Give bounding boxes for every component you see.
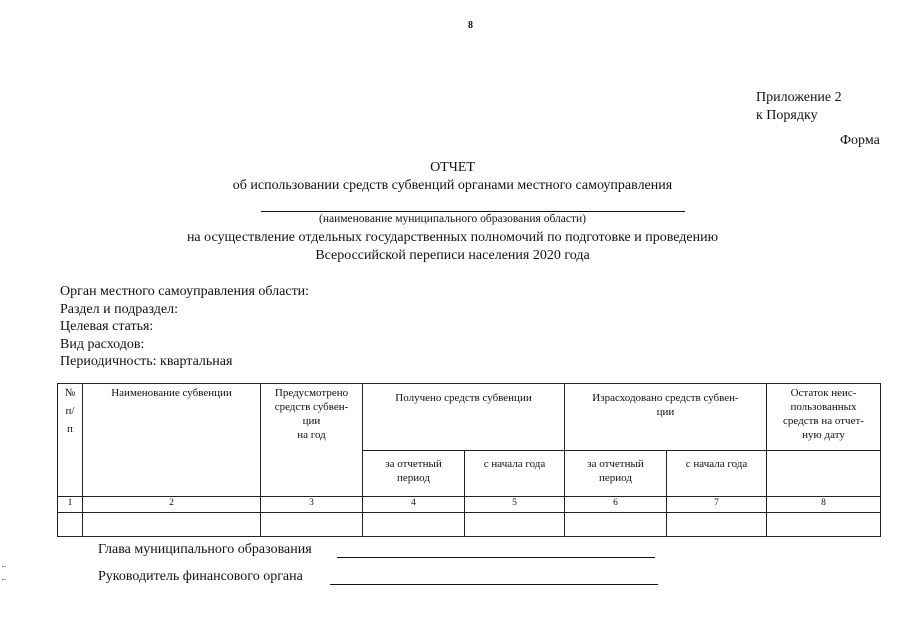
header-subvention-name: Наименование субвенции: [83, 384, 261, 497]
signature-finance-label: Руководитель финансового органа: [98, 569, 303, 584]
signature-head-label: Глава муниципального образования: [98, 542, 312, 557]
data-cell[interactable]: [363, 513, 465, 537]
header-balance: Остаток неис- пользованных средств на отчет- ную дату: [767, 384, 881, 451]
data-cell[interactable]: [58, 513, 83, 537]
header-received-ytd: с начала года: [465, 451, 565, 497]
header-spent-group: Израсходовано средств субвен- ции: [565, 384, 767, 451]
municipality-name-line: [261, 211, 685, 212]
document-title: ОТЧЕТ: [430, 160, 475, 175]
municipality-name-caption: (наименование муниципального образования области): [319, 213, 586, 225]
header-row-number: № п/ п: [58, 384, 83, 497]
appendix-reference: [756, 89, 842, 125]
column-number-4: 4: [363, 497, 465, 513]
column-number-5: 5: [465, 497, 565, 513]
header-received-period: за отчетный период: [363, 451, 465, 497]
column-number-7: 7: [667, 497, 767, 513]
field-section: Раздел и подраздел:: [60, 301, 179, 317]
purpose-line-1: на осуществление отдельных государственных полномочий по подготовке и проведению: [186, 230, 719, 245]
column-number-3: 3: [261, 497, 363, 513]
data-cell[interactable]: [83, 513, 261, 537]
data-cell[interactable]: [667, 513, 767, 537]
field-expense-type: Вид расходов:: [60, 336, 145, 352]
signature-finance-line[interactable]: [330, 584, 658, 585]
margin-mark: [2, 566, 6, 580]
report-fields: [60, 283, 309, 371]
field-periodicity: Периодичность: квартальная: [60, 354, 233, 369]
column-number-2: 2: [83, 497, 261, 513]
field-target-article: Целевая статья:: [60, 319, 154, 334]
header-balance-sub: [767, 451, 881, 497]
data-cell[interactable]: [465, 513, 565, 537]
data-cell[interactable]: [261, 513, 363, 537]
header-received-group: Получено средств субвенции: [363, 384, 565, 451]
document-subtitle: об использовании средств субвенций органами местного самоуправления: [232, 178, 673, 193]
field-authority: Орган местного самоуправления области:: [60, 284, 310, 299]
purpose-line-2: Всероссийской переписи населения 2020 года: [315, 248, 590, 263]
report-table: [57, 383, 881, 537]
column-number-6: 6: [565, 497, 667, 513]
data-cell[interactable]: [565, 513, 667, 537]
column-number-8: 8: [767, 497, 881, 513]
column-number-1: 1: [58, 497, 83, 513]
data-cell[interactable]: [767, 513, 881, 537]
appendix-line-2: к Порядку: [756, 108, 818, 123]
header-spent-ytd: с начала года: [667, 451, 767, 497]
header-planned-funds: Предусмотрено средств субвен- ции на год: [261, 384, 363, 497]
header-spent-period: за отчетный период: [565, 451, 667, 497]
form-label: Форма: [840, 133, 880, 148]
signature-head-line[interactable]: [337, 557, 655, 558]
page-number: 8: [468, 20, 473, 31]
appendix-line-1: Приложение 2: [756, 90, 842, 105]
